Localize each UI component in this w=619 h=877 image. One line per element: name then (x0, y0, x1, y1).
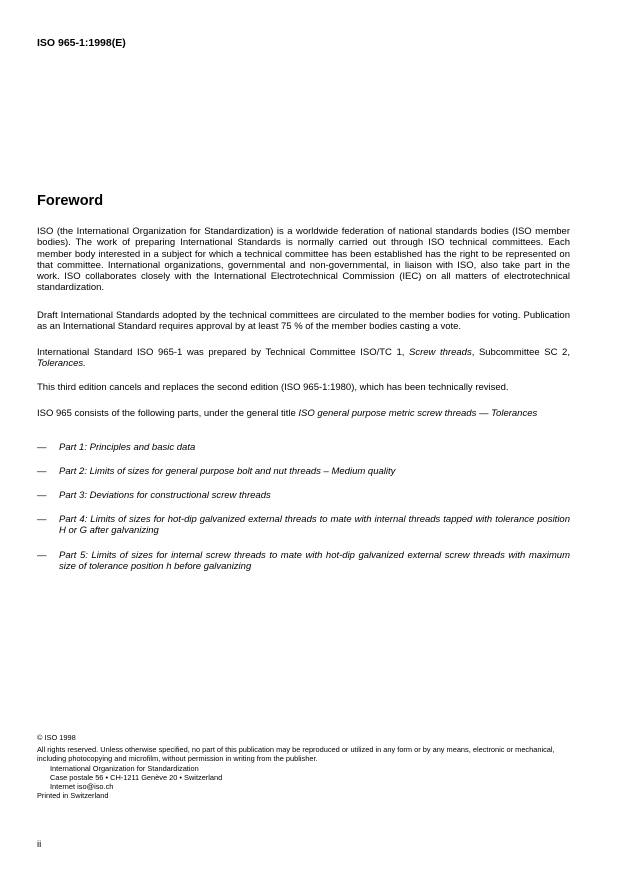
org-address: Case postale 56 • CH-1211 Genève 20 • Switzerland (50, 772, 223, 782)
part-list-item (37, 490, 570, 501)
part-list-item (37, 550, 570, 573)
page-number: ii (37, 839, 42, 850)
org-name: International Organization for Standardization (50, 763, 199, 773)
dash-bullet: — (37, 514, 47, 525)
committee-name: Screw threads (409, 347, 472, 358)
part-2-title: Part 2: Limits of sizes for general purpose bolt and nut threads – Medium quality (59, 466, 396, 477)
copyright-line: © ISO 1998 (37, 733, 76, 742)
part-5-title: Part 5: Limits of sizes for internal screw threads to mate with hot-dip galvanized external screw threads with maximum size of tolerance position h before galvanizing (59, 550, 570, 573)
dash-bullet: — (37, 442, 47, 453)
part-list-item (37, 442, 570, 453)
general-title: ISO general purpose metric screw threads — Tolerances (298, 408, 538, 419)
printed-in: Printed in Switzerland (37, 791, 109, 801)
prepared-by-text: International Standard ISO 965-1 was prepared by Technical Committee ISO/TC 1, (37, 347, 410, 358)
document-header-id: ISO 965-1:1998(E) (37, 37, 126, 49)
paragraph-edition: This third edition cancels and replaces the second edition (ISO 965-1:1980), which has been technically revised. (37, 382, 509, 393)
paragraph-iso-intro: ISO (the International Organization for Standardization) is a worldwide federation of national standards bodies (ISO member bodies). The work of preparing International Standards is normally carried out through ISO technical committees. Each member body interested in a subject for which a technical committee has been established has the right to be represented on that committee. International organizations, governmental and non-governmental, in liaison with ISO, also take part in the work. ISO collaborates closely with the International Electrotechnical Commission (IEC) on all matters of electrotechnical standardization. (37, 226, 570, 294)
page-title: Foreword (37, 193, 104, 209)
part-4-title: Part 4: Limits of sizes for hot-dip galvanized external threads to mate with internal threads tapped with tolerance position H or G after galvanizing (59, 514, 570, 537)
part-list-item (37, 466, 570, 477)
subcommittee-text: , Subcommittee SC 2, (471, 347, 570, 358)
paragraph-prepared-by (37, 347, 570, 370)
dash-bullet: — (37, 490, 47, 501)
dash-bullet: — (37, 466, 47, 477)
paragraph-draft-standards: Draft International Standards adopted by the technical committees are circulated to the member bodies for voting. Publication as an International Standard requires approval by at least 75 % of the member bodies casting a vote. (37, 310, 570, 333)
parts-intro-text: ISO 965 consists of the following parts, under the general title (37, 408, 299, 419)
subcommittee-name: Tolerances. (37, 358, 86, 370)
copyright-footer (37, 733, 570, 800)
part-list-item (37, 514, 570, 537)
rights-notice: All rights reserved. Unless otherwise specified, no part of this publication may be reproduced or utilized in any form or by any means, electronic or mechanical, including photocopying and microfilm, without permission in writing from the publisher. (37, 745, 555, 764)
part-1-title: Part 1: Principles and basic data (59, 442, 196, 453)
org-internet: Internet iso@iso.ch (50, 782, 114, 792)
dash-bullet: — (37, 550, 47, 561)
part-3-title: Part 3: Deviations for constructional screw threads (59, 490, 271, 501)
paragraph-parts-intro (37, 408, 570, 419)
